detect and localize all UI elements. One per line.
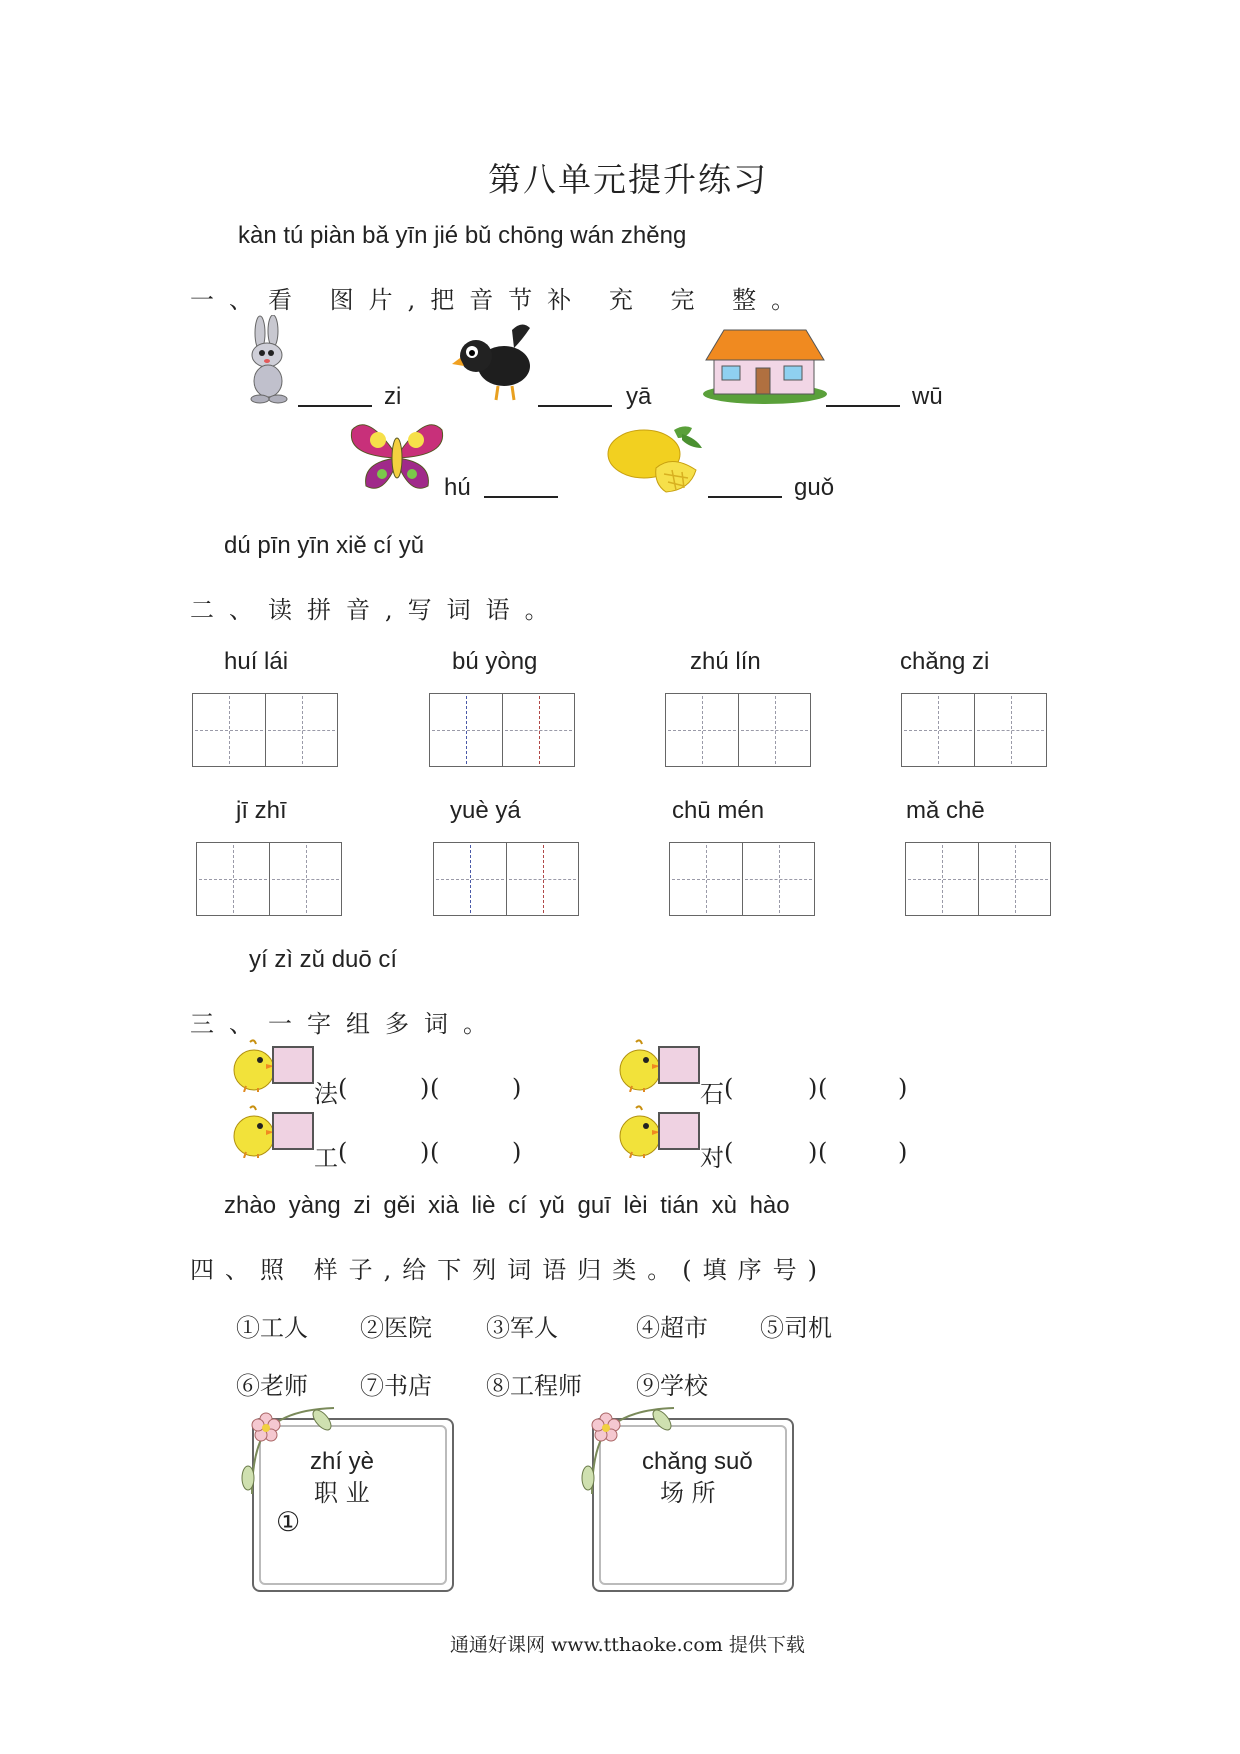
footer-text: 通通好课网 www.tthaoke.com 提供下载 <box>450 1634 805 1656</box>
blank-3[interactable] <box>826 405 900 407</box>
word-pinyin-4: chǎng zi <box>900 648 990 675</box>
writing-grid-7[interactable] <box>669 842 815 916</box>
box1-pinyin: zhí yè <box>310 1448 375 1475</box>
paren-close: ) <box>808 1138 818 1166</box>
paren-close: ) <box>512 1074 522 1102</box>
target-char-4: 对 <box>700 1144 724 1172</box>
target-char-1: 法 <box>314 1080 338 1108</box>
blank-1[interactable] <box>298 405 372 407</box>
word-pinyin-6: yuè yá <box>450 797 521 824</box>
paren-close: ) <box>420 1074 430 1102</box>
option-4: ④超市 <box>636 1314 708 1342</box>
syllable-1: zi <box>384 383 402 410</box>
section4-heading: 四、照 样子,给下列词语归类。(填序号) <box>190 1256 828 1284</box>
box2-pinyin: chǎng suǒ <box>642 1448 753 1475</box>
chick-icon <box>232 1038 276 1092</box>
paren-close: ) <box>420 1138 430 1166</box>
section4-pinyin: zhào yàng zi gěi xià liè cí yǔ guī lèi tián xù hào <box>224 1192 790 1219</box>
section1-heading: 一、看 图片,把音节补 充 完 整。 <box>190 286 811 314</box>
box1-example: ① <box>276 1507 301 1538</box>
page-title: 第八单元提升练习 <box>488 160 768 199</box>
option-8: ⑧工程师 <box>486 1372 582 1400</box>
writing-grid-2[interactable] <box>429 693 575 767</box>
section3-heading: 三、一字组多词。 <box>190 1010 502 1038</box>
writing-grid-1[interactable] <box>192 693 338 767</box>
character-box <box>272 1112 314 1150</box>
mango-icon <box>604 424 708 496</box>
section2-heading: 二、读拼音,写词语。 <box>190 596 564 624</box>
paren-close: ) <box>808 1074 818 1102</box>
section1-pinyin: kàn tú piàn bǎ yīn jié bǔ chōng wán zhěng <box>238 222 687 249</box>
option-3: ③军人 <box>486 1314 558 1342</box>
writing-grid-6[interactable] <box>433 842 579 916</box>
paren-open: ( <box>818 1074 828 1102</box>
option-5: ⑤司机 <box>760 1314 832 1342</box>
paren-close: ) <box>898 1074 908 1102</box>
word-pinyin-3: zhú lín <box>690 648 761 675</box>
house-icon <box>702 326 828 404</box>
box1-label: 职 业 <box>314 1479 370 1507</box>
syllable-4: hú <box>444 474 471 501</box>
paren-open: ( <box>430 1074 440 1102</box>
chick-icon <box>618 1038 662 1092</box>
section2-pinyin: dú pīn yīn xiě cí yǔ <box>224 532 425 559</box>
option-1: ①工人 <box>236 1314 308 1342</box>
paren-open: ( <box>338 1138 348 1166</box>
paren-open: ( <box>338 1074 348 1102</box>
butterfly-icon <box>348 416 446 496</box>
writing-grid-3[interactable] <box>665 693 811 767</box>
crow-icon <box>452 320 538 402</box>
chick-icon <box>232 1104 276 1158</box>
word-pinyin-5: jī zhī <box>236 797 287 824</box>
word-pinyin-7: chū mén <box>672 797 765 824</box>
character-box <box>658 1112 700 1150</box>
writing-grid-8[interactable] <box>905 842 1051 916</box>
word-pinyin-1: huí lái <box>224 648 289 675</box>
target-char-2: 石 <box>700 1080 724 1108</box>
writing-grid-4[interactable] <box>901 693 1047 767</box>
paren-close: ) <box>898 1138 908 1166</box>
blank-5[interactable] <box>708 496 782 498</box>
box2-label: 场 所 <box>660 1479 716 1507</box>
blank-4[interactable] <box>484 496 558 498</box>
chick-icon <box>618 1104 662 1158</box>
paren-open: ( <box>818 1138 828 1166</box>
syllable-5: guǒ <box>794 474 835 501</box>
rabbit-icon <box>240 315 298 405</box>
blank-2[interactable] <box>538 405 612 407</box>
writing-grid-5[interactable] <box>196 842 342 916</box>
word-pinyin-2: bú yòng <box>452 648 538 675</box>
character-box <box>658 1046 700 1084</box>
paren-close: ) <box>512 1138 522 1166</box>
syllable-3: wū <box>912 383 943 410</box>
option-6: ⑥老师 <box>236 1372 308 1400</box>
target-char-3: 工 <box>314 1144 338 1172</box>
paren-open: ( <box>430 1138 440 1166</box>
paren-open: ( <box>724 1138 734 1166</box>
word-pinyin-8: mǎ chē <box>906 797 985 824</box>
option-2: ②医院 <box>360 1314 432 1342</box>
section3-pinyin: yí zì zǔ duō cí <box>249 946 398 973</box>
option-7: ⑦书店 <box>360 1372 432 1400</box>
character-box <box>272 1046 314 1084</box>
syllable-2: yā <box>626 383 652 410</box>
paren-open: ( <box>724 1074 734 1102</box>
option-9: ⑨学校 <box>636 1372 708 1400</box>
